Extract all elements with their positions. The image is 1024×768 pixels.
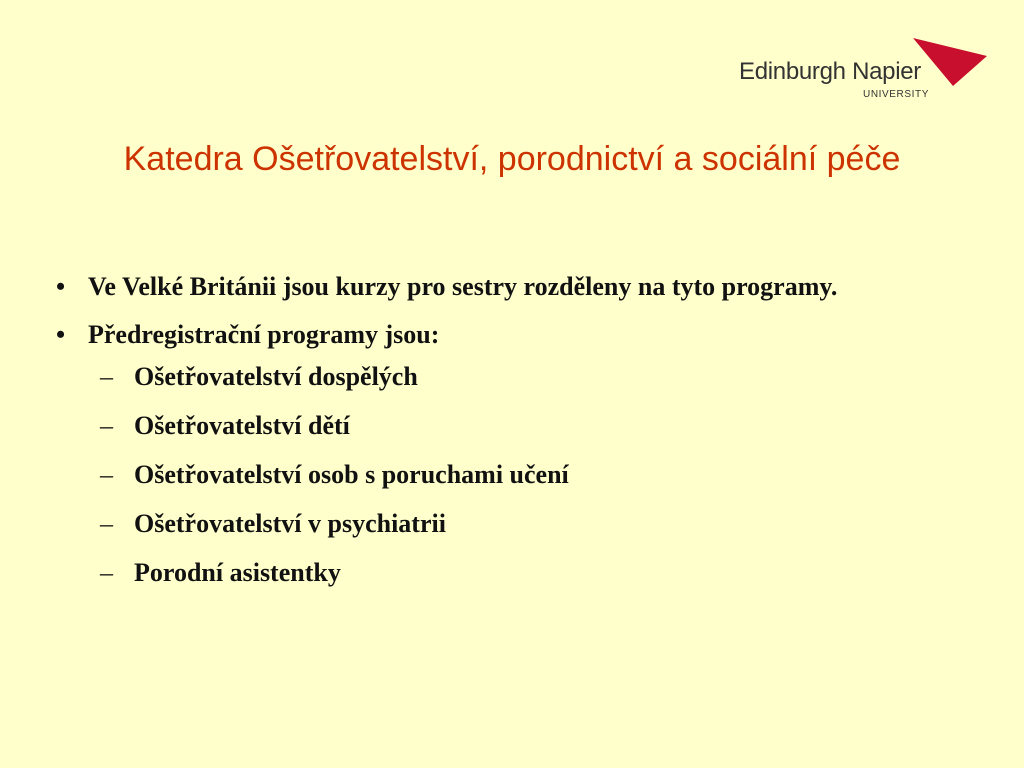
bullet-text: Předregistrační programy jsou:: [88, 320, 440, 349]
sub-marker: –: [100, 460, 113, 489]
logo-triangle-icon: [913, 38, 987, 86]
sub-item: [50, 360, 950, 394]
sub-list: [50, 360, 950, 590]
sub-text: Porodní asistentky: [134, 558, 341, 587]
sub-text: Ošetřovatelství osob s poruchami učení: [134, 460, 569, 489]
sub-text: Ošetřovatelství v psychiatrii: [134, 509, 446, 538]
bullet-marker: •: [56, 320, 66, 349]
bullet-text: Ve Velké Británii jsou kurzy pro sestry rozděleny na tyto programy.: [88, 272, 838, 301]
sub-item: [50, 409, 950, 443]
sub-text: Ošetřovatelství dospělých: [134, 362, 418, 391]
bullet-list: [50, 270, 950, 605]
sub-marker: –: [100, 362, 113, 391]
bullet-item: [50, 318, 950, 590]
bullet-item: [50, 270, 950, 304]
slide-title: Katedra Ošetřovatelství, porodnictví a sociální péče: [123, 140, 901, 178]
sub-item: [50, 458, 950, 492]
sub-marker: –: [100, 558, 113, 587]
bullet-marker: •: [56, 272, 66, 301]
logo-name: Edinburgh Napier: [739, 58, 921, 85]
sub-marker: –: [100, 411, 113, 440]
sub-item: [50, 507, 950, 541]
logo-subtitle: UNIVERSITY: [863, 89, 930, 100]
sub-text: Ošetřovatelství dětí: [134, 411, 350, 440]
university-logo: [735, 38, 995, 108]
sub-marker: –: [100, 509, 113, 538]
sub-item: [50, 556, 950, 590]
